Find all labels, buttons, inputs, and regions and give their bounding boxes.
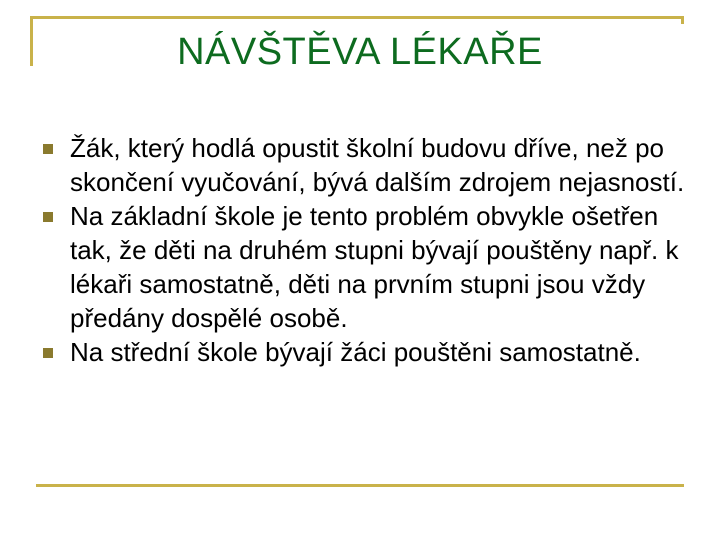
square-bullet-icon — [43, 212, 53, 222]
frame-right-line — [681, 16, 684, 24]
bullet-item-1 — [70, 131, 690, 199]
frame-bottom-line — [36, 484, 684, 487]
bullet-item-3 — [70, 335, 690, 369]
bullet-item-2 — [70, 199, 690, 335]
bullet-text-2: Na základní škole je tento problém obvykle ošetřen tak, že děti na druhém stupni bývají pouštěny např. k lékaři samostatně, děti na prvním stupni jsou vždy předány dospělé osobě. — [70, 201, 679, 333]
slide-title: NÁVŠTĚVA LÉKAŘE — [177, 31, 543, 73]
bullet-list — [70, 131, 690, 369]
bullet-text-1: Žák, který hodlá opustit školní budovu dříve, než po skončení vyučování, bývá dalším zdrojem nejasností. — [70, 133, 685, 197]
square-bullet-icon — [43, 144, 53, 154]
bullet-text-3: Na střední škole bývají žáci pouštěni samostatně. — [70, 337, 641, 367]
frame-top-line — [30, 16, 684, 19]
square-bullet-icon — [43, 348, 53, 358]
